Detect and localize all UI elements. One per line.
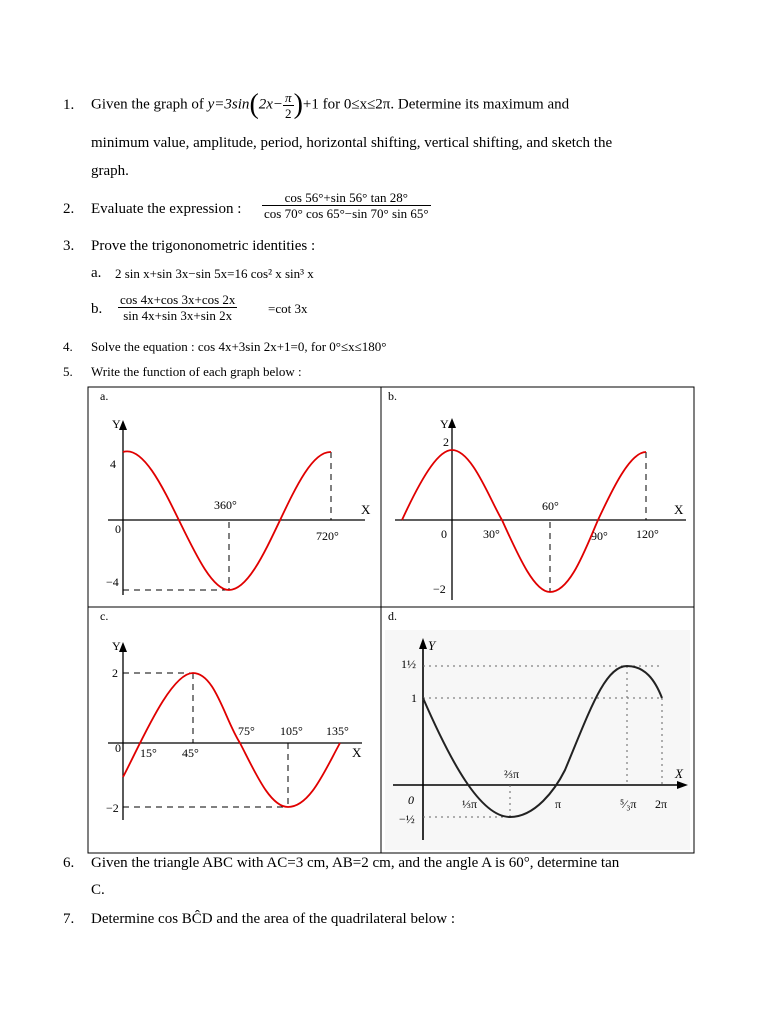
q1-line3: graph. [91, 163, 129, 179]
graph-c-x-label: X [352, 745, 362, 760]
graph-b [388, 389, 686, 600]
q6-line1: Given the triangle ABC with AC=3 cm, AB=2 cm, and the angle A is 60°, determine tan [91, 855, 620, 871]
q1-line1: Given the graph of y=3sin(2x− $\frac{\pi}{2}$ )+1 for 0≤x≤2π. Determine its maximum and [91, 89, 570, 121]
q3-a-label: a. [91, 265, 102, 281]
graph-a-tick-720: 720° [316, 529, 339, 543]
graph-c-tick-15: 15° [140, 746, 157, 760]
q2-numerator: cos 56°+sin 56° tan 28° [262, 190, 431, 206]
graph-d-one: 1 [411, 691, 417, 705]
graph-b-tick-60: 60° [542, 499, 559, 513]
graph-a-y-label: Y [112, 417, 121, 431]
graph-c-max: 2 [112, 666, 118, 680]
graph-a-x-label: X [361, 502, 371, 517]
q7-number: 7. [63, 911, 75, 927]
q4-number: 4. [63, 339, 73, 354]
graph-b-tick-120: 120° [636, 527, 659, 541]
graph-a-label: a. [100, 389, 109, 403]
q3-b-label: b. [91, 301, 103, 317]
q1-eq-y: y=3sin [207, 96, 250, 113]
q1-suffix: . Determine its maximum and [390, 96, 570, 113]
graph-d-tick-2pi: 2π [655, 797, 668, 811]
graph-c-label: c. [100, 609, 109, 623]
graph-c-tick-45: 45° [182, 746, 199, 760]
graph-c-curve [123, 673, 340, 807]
q3-number: 3. [63, 238, 75, 254]
graph-c-y-label: Y [112, 639, 121, 653]
q3-b-numerator: cos 4x+cos 3x+cos 2x [120, 292, 236, 307]
graph-a-curve [123, 451, 331, 590]
graph-d [385, 609, 690, 850]
graph-a-max: 4 [110, 457, 116, 471]
graph-b-curve [402, 450, 646, 592]
graph-c-tick-135: 135° [326, 724, 349, 738]
graph-c-min: −2 [106, 801, 119, 815]
q6-line2: C. [91, 882, 105, 898]
q1-number: 1. [63, 97, 75, 113]
graph-b-tick-30: 30° [483, 527, 500, 541]
q1-pi-over-2: $\frac{\pi}{2}$ [285, 89, 292, 121]
q3-text: Prove the trigononometric identities : [91, 238, 316, 254]
q2-text: Evaluate the expression : [91, 201, 242, 217]
graph-d-tick-third-pi: ⅓π [462, 797, 478, 811]
q2-number: 2. [63, 201, 75, 217]
graph-d-y-label: Y [428, 638, 436, 653]
q3-a-expr: 2 sin x+sin 3x−sin 5x=16 cos² x sin³ x [115, 266, 314, 281]
graph-b-tick-90: 90° [591, 529, 608, 543]
graph-a-tick-360: 360° [214, 498, 237, 512]
q2-denominator: cos 70° cos 65°−sin 70° sin 65° [264, 206, 429, 221]
graph-b-y-label: Y [440, 417, 449, 431]
graph-d-x-label: X [675, 766, 683, 781]
q4-text: Solve the equation : cos 4x+3sin 2x+1=0, for 0°≤x≤180° [91, 339, 387, 354]
graph-c-tick-105: 105° [280, 724, 303, 738]
q1-eq-inner: 2x− [258, 96, 284, 113]
graph-d-tick-pi: π [555, 797, 562, 811]
q5-number: 5. [63, 364, 73, 379]
graph-d-min: −½ [399, 812, 415, 826]
graph-c [100, 609, 362, 820]
q1-prefix: Given the graph of [91, 96, 204, 113]
graph-b-min: −2 [433, 582, 446, 596]
graph-d-tick-two-thirds-pi: ⅔π [504, 767, 520, 781]
q6-number: 6. [63, 855, 75, 871]
graph-b-zero: 0 [441, 527, 447, 541]
graph-c-zero: 0 [115, 741, 121, 755]
graph-b-max: 2 [443, 435, 449, 449]
graph-b-y-arrow [448, 418, 456, 428]
graph-b-x-label: X [674, 502, 684, 517]
graph-c-tick-75: 75° [238, 724, 255, 738]
graph-a [100, 389, 371, 595]
graph-a-min: −4 [106, 575, 119, 589]
graph-d-zero: 0 [408, 793, 414, 807]
q3-b-denominator: sin 4x+sin 3x+sin 2x [123, 308, 233, 323]
q1-eq-tail: +1 for 0≤x≤2π [302, 96, 391, 113]
graph-d-tick-five-thirds-pi: ⁵⁄₃π [620, 797, 637, 811]
q1-line2: minimum value, amplitude, period, horizontal shifting, vertical shifting, and sketch the [91, 135, 613, 151]
q5-text: Write the function of each graph below : [91, 364, 302, 379]
graph-b-label: b. [388, 389, 397, 403]
q7-text: Determine cos BĈD and the area of the quadrilateral below : [91, 911, 456, 927]
graph-d-label: d. [388, 609, 397, 623]
q3-b-rhs: =cot 3x [268, 301, 308, 316]
graph-d-max: 1½ [401, 657, 416, 671]
graph-a-zero: 0 [115, 522, 121, 536]
